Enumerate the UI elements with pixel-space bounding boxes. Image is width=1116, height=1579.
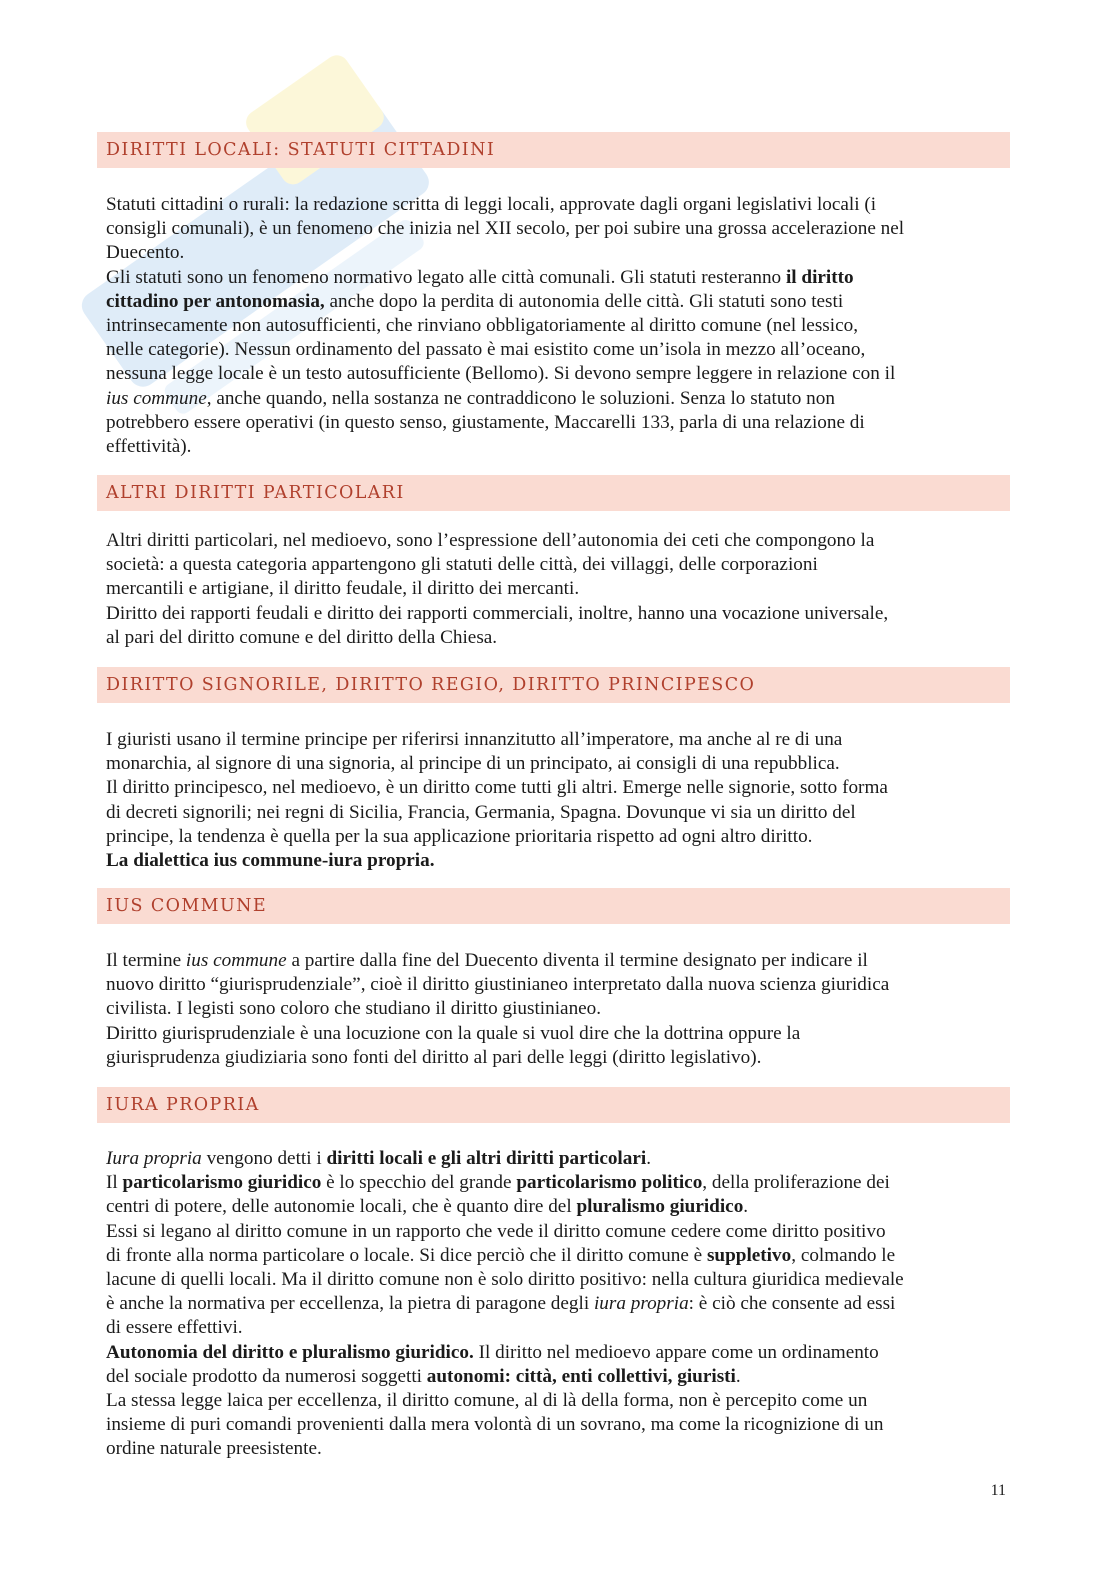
text-line [106, 1341, 1006, 1365]
text-run: Gli statuti sono un fenomeno normativo legato alle città comunali. Gli statuti resteranno [106, 266, 786, 288]
text-line [106, 411, 1006, 435]
text-run: , colmando le [791, 1244, 896, 1266]
text-run: intrinsecamente non autosufficienti, che rinviano obbligatoriamente al diritto comune (nel lessico, [106, 315, 858, 337]
bold-text: pluralismo giuridico [576, 1196, 744, 1218]
text-run: insieme di puri comandi provenienti dalla mera volontà di un sovrano, ma come la ricognizione di un [106, 1414, 884, 1436]
heading-altri-diritti: ALTRI DIRITTI PARTICOLARI [97, 475, 1010, 511]
text-line [106, 1244, 1006, 1268]
text-run: è anche la normativa per eccellenza, la pietra di paragone degli [106, 1293, 594, 1315]
text-run: a partire dalla fine del Duecento diventa il termine designato per indicare il [286, 950, 868, 971]
text-run: anche dopo la perdita di autonomia delle città. Gli statuti sono testi [324, 290, 844, 312]
text-line [106, 825, 1006, 849]
paragraph-ius-commune [106, 949, 1006, 1070]
text-run: giurisprudenza giudiziaria sono fonti del diritto al pari delle leggi (diritto legislativo). [106, 1046, 762, 1068]
text-run: nelle categorie). Nessun ordinamento del passato è mai esistito come un’isola in mezzo all’oceano, [106, 339, 866, 361]
text-line [106, 577, 1006, 601]
text-run: nuovo diritto “giurisprudenziale”, cioè il diritto giustinianeo interpretato dalla nuova scienza giuridica [106, 974, 890, 996]
text-line [106, 997, 1006, 1021]
text-run: vengono detti i [201, 1148, 327, 1169]
text-line [106, 801, 1006, 825]
text-run: effettività). [106, 436, 192, 458]
text-run: Diritto dei rapporti feudali e diritto dei rapporti commerciali, inoltre, hanno una vocazione universale, [106, 602, 889, 624]
text-line [106, 193, 1006, 217]
text-run: La stessa legge laica per eccellenza, il diritto comune, al di là della forma, non è percepito come un [106, 1390, 868, 1412]
text-run: Altri diritti particolari, nel medioevo, sono l’espressione dell’autonomia dei ceti che compongono la [106, 530, 875, 551]
text-run: ordine naturale preesistente. [106, 1438, 322, 1460]
text-line [106, 752, 1006, 776]
text-line [106, 1195, 1006, 1219]
text-run: : è ciò che consente ad essi [688, 1293, 896, 1315]
italic-text: ius commune [185, 950, 287, 971]
heading-iura-propria: IURA PROPRIA [97, 1087, 1010, 1123]
text-line [106, 1389, 1006, 1413]
text-line [106, 290, 1006, 314]
text-run: civilista. I legisti sono coloro che studiano il diritto giustinianeo. [106, 998, 602, 1020]
text-line [106, 1292, 1006, 1316]
text-line [106, 728, 1006, 752]
bold-text: diritti locali e gli altri diritti particolari [326, 1148, 647, 1169]
heading-diritto-signorile: DIRITTO SIGNORILE, DIRITTO REGIO, DIRITTO PRINCIPESCO [97, 667, 1010, 703]
text-line [106, 1268, 1006, 1292]
heading-ius-commune: IUS COMMUNE [97, 888, 1010, 924]
page-number: 11 [990, 1482, 1006, 1499]
text-line [106, 973, 1006, 997]
text-line [106, 1220, 1006, 1244]
text-run: Diritto giurisprudenziale è una locuzione con la quale si vuol dire che la dottrina oppure la [106, 1022, 801, 1044]
bold-text: cittadino per antonomasia, [106, 290, 325, 312]
text-run: , della proliferazione dei [702, 1172, 890, 1194]
paragraph-iura-propria [106, 1147, 1006, 1462]
italic-text: iura propria [593, 1293, 689, 1315]
text-line [106, 314, 1006, 338]
text-run: del sociale prodotto da numerosi soggetti [106, 1365, 427, 1387]
text-line [106, 1022, 1006, 1046]
text-line [106, 553, 1006, 577]
text-run: mercantili e artigiane, il diritto feudale, il diritto dei mercanti. [106, 578, 580, 600]
text-line [106, 1046, 1006, 1070]
text-run: potrebbero essere operativi (in questo senso, giustamente, Maccarelli 133, parla di una relazione di [106, 411, 865, 433]
text-run: Il diritto nel medioevo appare come un ordinamento [473, 1341, 879, 1363]
bold-text: Autonomia del diritto e pluralismo giuridico. [106, 1341, 474, 1363]
text-run: principe, la tendenza è quella per la sua applicazione prioritaria rispetto ad ogni altro diritto. [106, 825, 813, 847]
bold-text: particolarismo giuridico [122, 1172, 322, 1194]
text-line [106, 776, 1006, 800]
text-line [106, 626, 1006, 650]
text-line [106, 435, 1006, 459]
text-run: Statuti cittadini o rurali: la redazione scritta di leggi locali, approvate dagli organi legislativi locali (i [106, 194, 877, 215]
text-run: di essere effettivi. [106, 1317, 243, 1339]
text-run: di decreti signorili; nei regni di Sicilia, Francia, Germania, Spagna. Dovunque vi sia un diritto del [106, 801, 856, 823]
text-run: . [735, 1365, 741, 1387]
text-line [106, 529, 1006, 553]
text-line [106, 849, 1006, 873]
italic-text: ius commune [106, 387, 207, 409]
text-run: monarchia, al signore di una signoria, al principe di un principato, ai consigli di una repubblica. [106, 753, 840, 775]
text-run: Il termine [106, 950, 186, 971]
bold-text: il diritto [785, 266, 854, 288]
text-line [106, 266, 1006, 290]
text-line [106, 1437, 1006, 1461]
text-run: al pari del diritto comune e del diritto della Chiesa. [106, 626, 498, 648]
text-run: nessuna legge locale è un testo autosufficiente (Bellomo). Si devono sempre leggere in relazione con il [106, 363, 896, 385]
text-run: Il [106, 1172, 123, 1194]
text-line [106, 1147, 1006, 1171]
text-run: , anche quando, nella sostanza ne contraddicono le soluzioni. Senza lo statuto non [206, 387, 835, 409]
bold-text: suppletivo [706, 1244, 792, 1266]
text-line [106, 241, 1006, 265]
text-run: Duecento. [106, 242, 185, 264]
text-run: centri di potere, delle autonomie locali, che è quanto dire del [106, 1196, 577, 1218]
bold-text: particolarismo politico [516, 1172, 703, 1194]
text-line [106, 602, 1006, 626]
text-run: . [646, 1148, 651, 1169]
text-run: consigli comunali), è un fenomeno che inizia nel XII secolo, per poi subire una grossa accelerazione nel [106, 218, 905, 240]
text-line [106, 362, 1006, 386]
text-line [106, 387, 1006, 411]
heading-statuti-cittadini: DIRITTI LOCALI: STATUTI CITTADINI [97, 132, 1010, 168]
text-line [106, 1171, 1006, 1195]
text-run: è lo specchio del grande [321, 1172, 517, 1194]
text-run: Essi si legano al diritto comune in un rapporto che vede il diritto comune cedere come diritto positivo [106, 1220, 886, 1242]
paragraph-diritto-signorile [106, 728, 1006, 873]
text-run: Il diritto principesco, nel medioevo, è un diritto come tutti gli altri. Emerge nelle signorie, sotto forma [106, 777, 888, 799]
text-run: lacune di quelli locali. Ma il diritto comune non è solo diritto positivo: nella cultura giuridica medievale [106, 1269, 904, 1291]
bold-text: La dialettica ius commune-iura propria. [106, 850, 435, 872]
bold-text: autonomi: città, enti collettivi, giuristi [426, 1365, 736, 1387]
text-run: di fronte alla norma particolare o locale. Si dice perciò che il diritto comune è [106, 1244, 707, 1266]
text-line [106, 338, 1006, 362]
text-run: . [743, 1196, 749, 1218]
paragraph-altri-diritti [106, 529, 1006, 650]
text-line [106, 1316, 1006, 1340]
paragraph-statuti-cittadini [106, 193, 1006, 459]
text-line [106, 217, 1006, 241]
text-line [106, 1413, 1006, 1437]
text-line [106, 1365, 1006, 1389]
text-run: società: a questa categoria appartengono gli statuti delle città, dei villaggi, delle corporazioni [106, 554, 818, 576]
italic-text: Iura propria [106, 1148, 202, 1169]
text-run: I giuristi usano il termine principe per riferirsi innanzitutto all’imperatore, ma anche al re di una [106, 729, 843, 750]
text-line [106, 949, 1006, 973]
